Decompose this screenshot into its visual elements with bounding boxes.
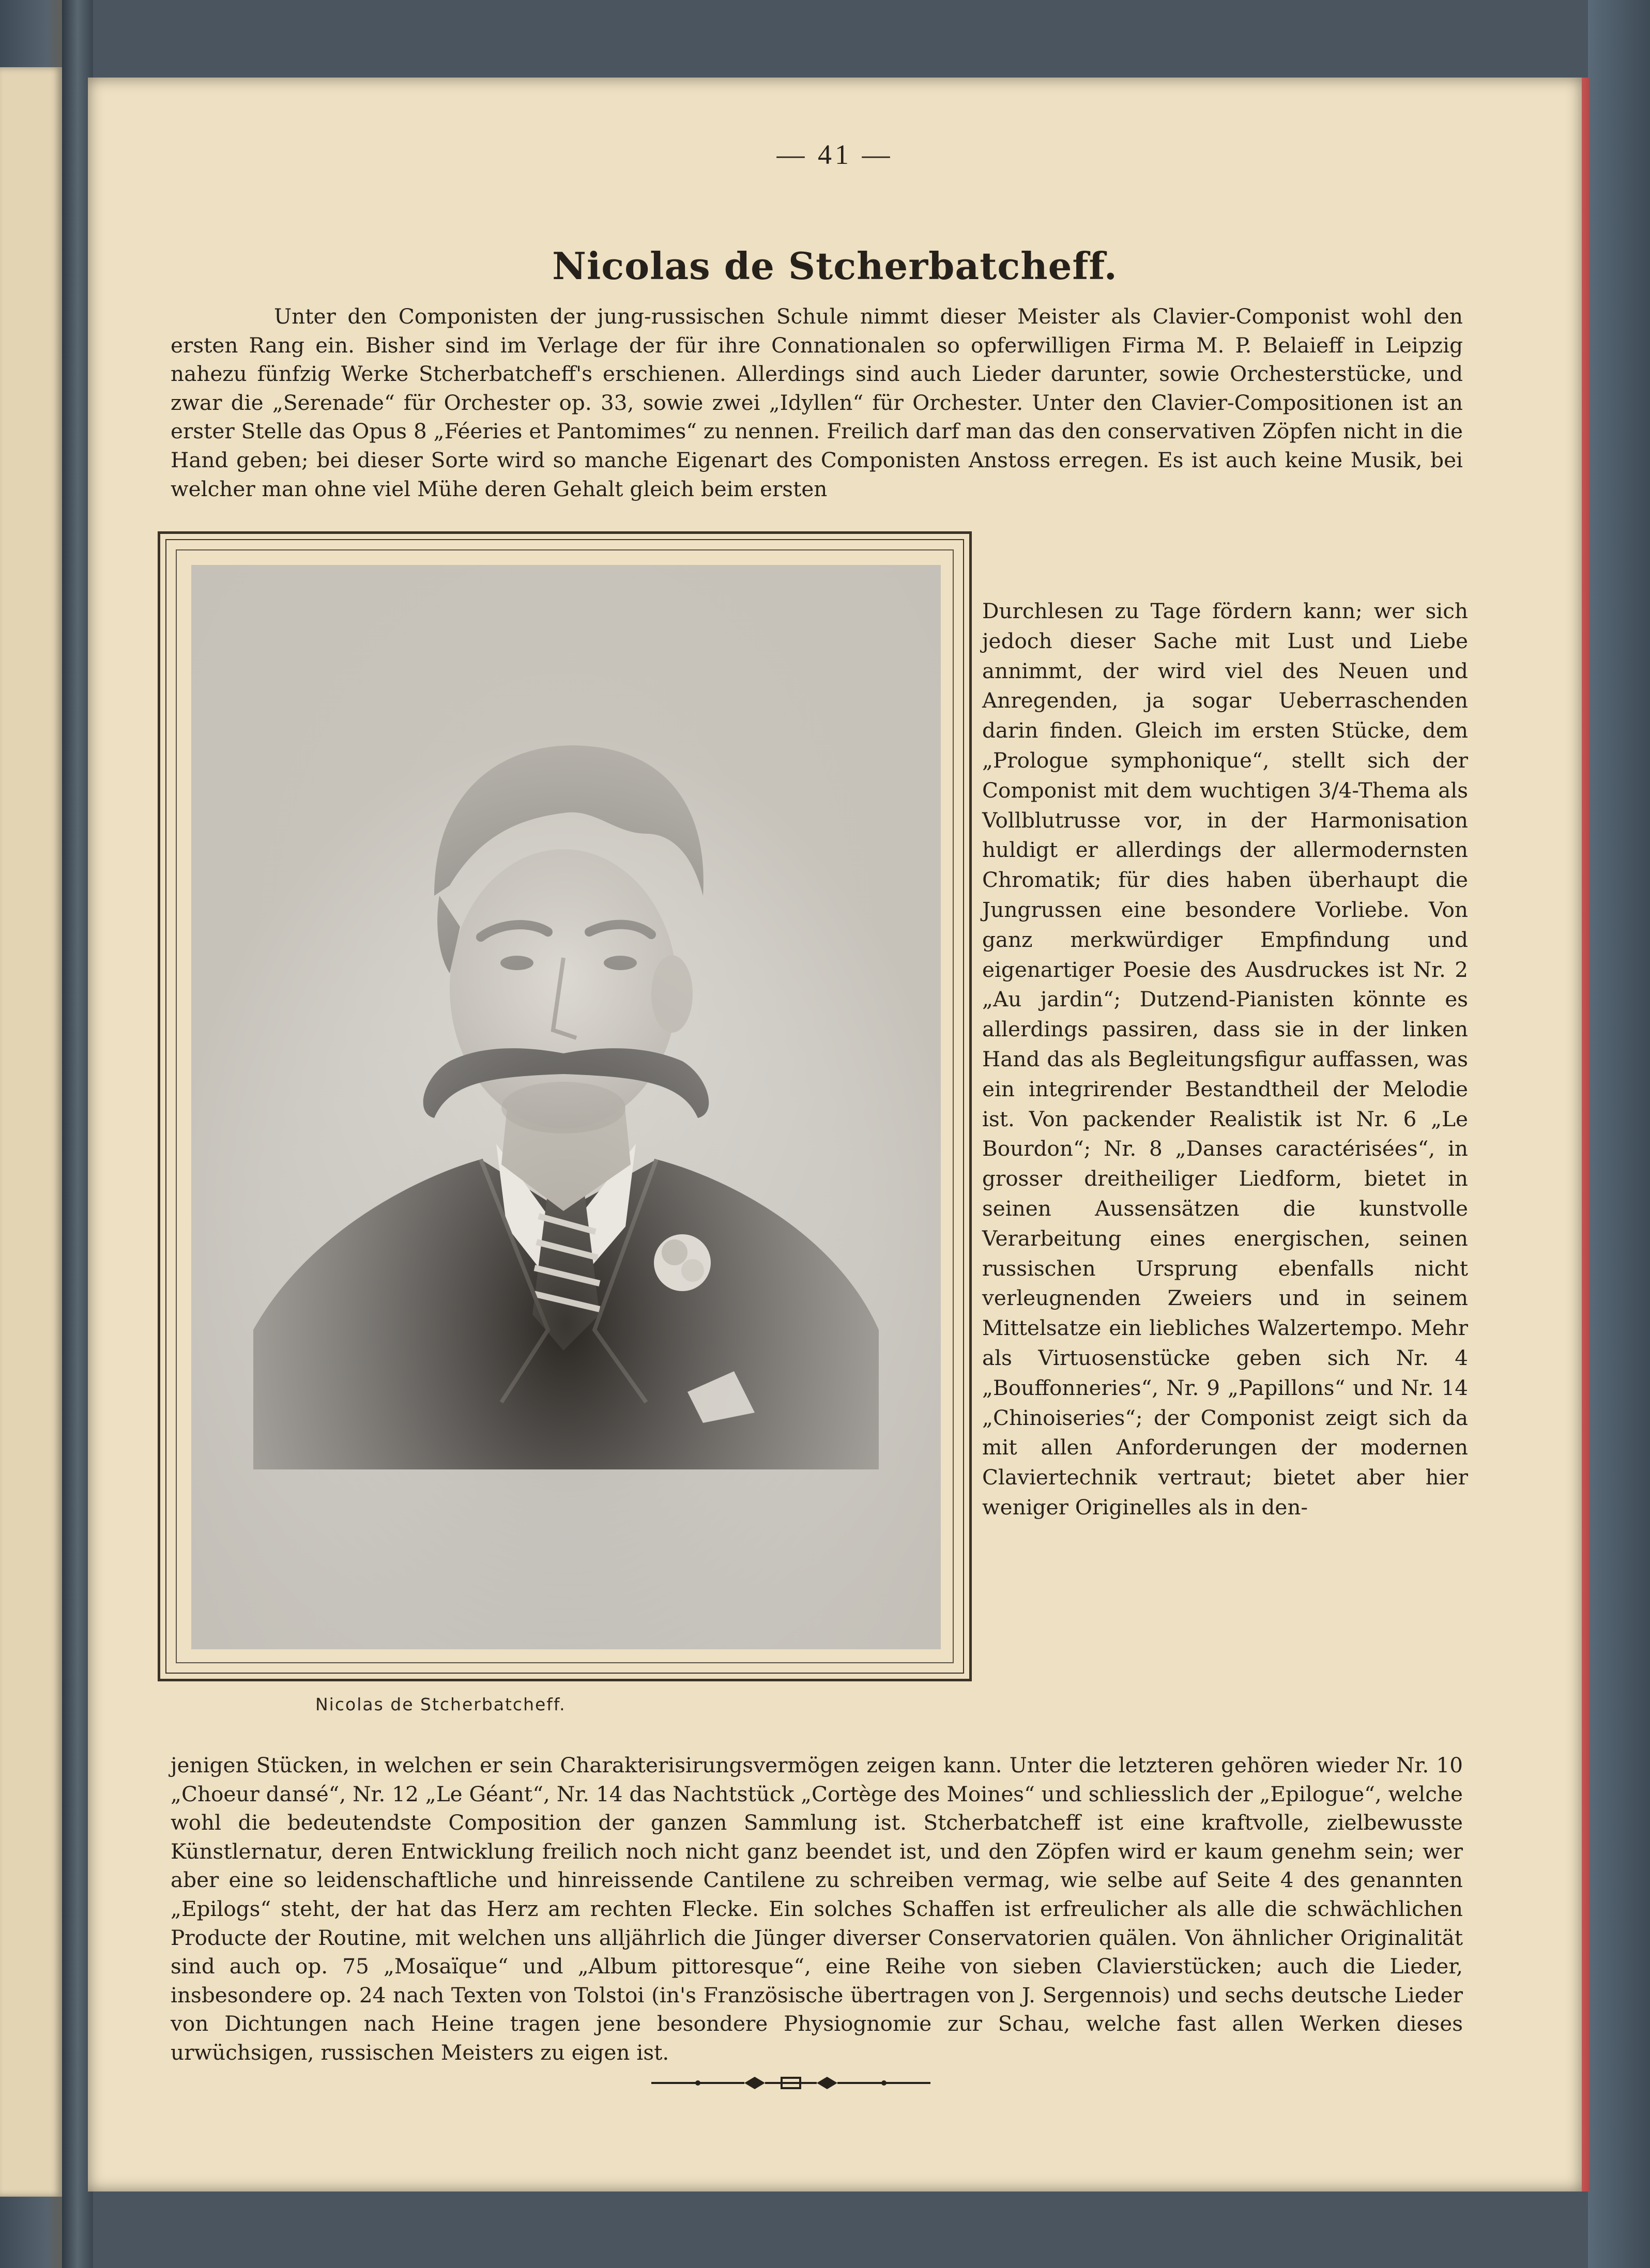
closing-paragraph-block: [171, 1751, 1463, 2067]
previous-page-edge: [0, 67, 62, 2197]
side-column-paragraph: Durchlesen zu Tage fördern kann; wer sich jedoch dieser Sache mit Lust und Liebe annimmt, der wird viel des Neuen und Anregenden, ja sogar Ueberraschenden darin finden. Gleich im ersten Stücke, dem „Prologue symphonique“, stellt sich der Componist mit dem wuchtigen 3/4-Thema als Vollblutrusse vor, in der Harmonisation huldigt er allerdings der allermodernsten Chromatik; für dies haben überhaupt die Jungrussen eine besondere Vorliebe. Von ganz merkwürdiger Empfindung und eigenartiger Poesie des Ausdruckes ist Nr. 2 „Au jardin“; Dutzend-Pianisten könnte es allerdings passiren, dass sie in der linken Hand das als Begleitungsfigur auffassen, was ein integrirender Bestandtheil der Melodie ist. Von packender Realistik ist Nr. 6 „Le Bourdon“; Nr. 8 „Danses caractérisées“, in grosser dreitheiliger Liedform, bietet in seinen Aussensätzen die kunstvolle Verarbeitung eines energischen, seinen russischen Ursprung ebenfalls nicht verleugnenden Zweiers und in seinem Mittelsatze ein liebliches Walzertempo. Mehr als Virtuosenstücke geben sich Nr. 4 „Bouffonneries“, Nr. 9 „Papillons“ und Nr. 14 „Chinoiseries“; der Componist zeigt sich da mit allen Anforderungen der modernen Claviertechnik vertraut; bietet aber hier weniger Originelles als in den-: [982, 599, 1468, 1520]
article-title: Nicolas de Stcherbatcheff.: [552, 244, 1118, 288]
portrait-caption: Nicolas de Stcherbatcheff.: [315, 1694, 566, 1714]
book-cover-right: [1588, 0, 1650, 2268]
page-number: — 41 —: [776, 139, 893, 170]
end-ornament: [646, 2073, 936, 2093]
portrait-frame: [158, 531, 972, 1681]
intro-paragraph: Unter den Componisten der jung-russischen Schule nimmt dieser Meister als Clavier-Componist wohl den ersten Rang ein. Bisher sind im Verlage der für ihre Connationalen so opferwilligen Firma M. P. Belaieff in Leipzig nahezu fünfzig Werke Stcherbatcheff's erschienen. Allerdings sind auch Lieder darunter, sowie Orchesterstücke, und zwar die „Serenade“ für Orchester op. 33, sowie zwei „Idyllen“ für Orchester. Unter den Clavier-Compositionen ist an erster Stelle das Opus 8 „Féeries et Pantomimes“ zu nennen. Freilich darf man das den conservativen Zöpfen nicht in die Hand geben; bei dieser Sorte wird so manche Eigenart des Componisten Anstoss erregen. Es ist auch keine Musik, bei welcher man ohne viel Mühe deren Gehalt gleich beim ersten: [171, 304, 1463, 501]
portrait-photo: [191, 565, 941, 1649]
closing-paragraph: jenigen Stücken, in welchen er sein Charakterisirungsvermögen zeigen kann. Unter die letzteren gehören wieder Nr. 10 „Choeur dansé“, Nr. 12 „Le Géant“, Nr. 14 das Nachtstück „Cortège des Moines“ und schliesslich der „Epilogue“, welche wohl die bedeutendste Composition der ganzen Sammlung ist. Stcherbatcheff ist eine kraftvolle, zielbewusste Künstlernatur, deren Entwicklung freilich noch nicht ganz beendet ist, und den Zöpfen wird er kaum genehm sein; wer aber eine so leidenschaftliche und hinreissende Cantilene zu schreiben vermag, wie selbe auf Seite 4 des genannten „Epilogs“ steht, der hat das Herz am rechten Flecke. Ein solches Schaffen ist erfreulicher als alle die schwächlichen Producte der Routine, mit welchen uns alljährlich die Jünger diverser Conservatorien quälen. Von ähnlicher Originalität sind auch op. 75 „Mosaïque“ und „Album pittoresque“, eine Reihe von sieben Clavierstücken; auch die Lieder, insbesondere op. 24 nach Texten von Tolstoi (in's Französische übertragen von J. Sergennois) und sechs deutsche Lieder von Dichtungen nach Heine tragen jene besondere Physiognomie zur Schau, welche fast allen Werken dieses urwüchsigen, russischen Meisters zu eigen ist.: [171, 1753, 1463, 2065]
side-column-block: [982, 596, 1468, 1523]
intro-paragraph-block: [171, 302, 1463, 503]
ornament-rule-icon: [646, 2073, 936, 2093]
book-page: [88, 78, 1582, 2192]
portrait-illustration: [191, 565, 941, 1649]
